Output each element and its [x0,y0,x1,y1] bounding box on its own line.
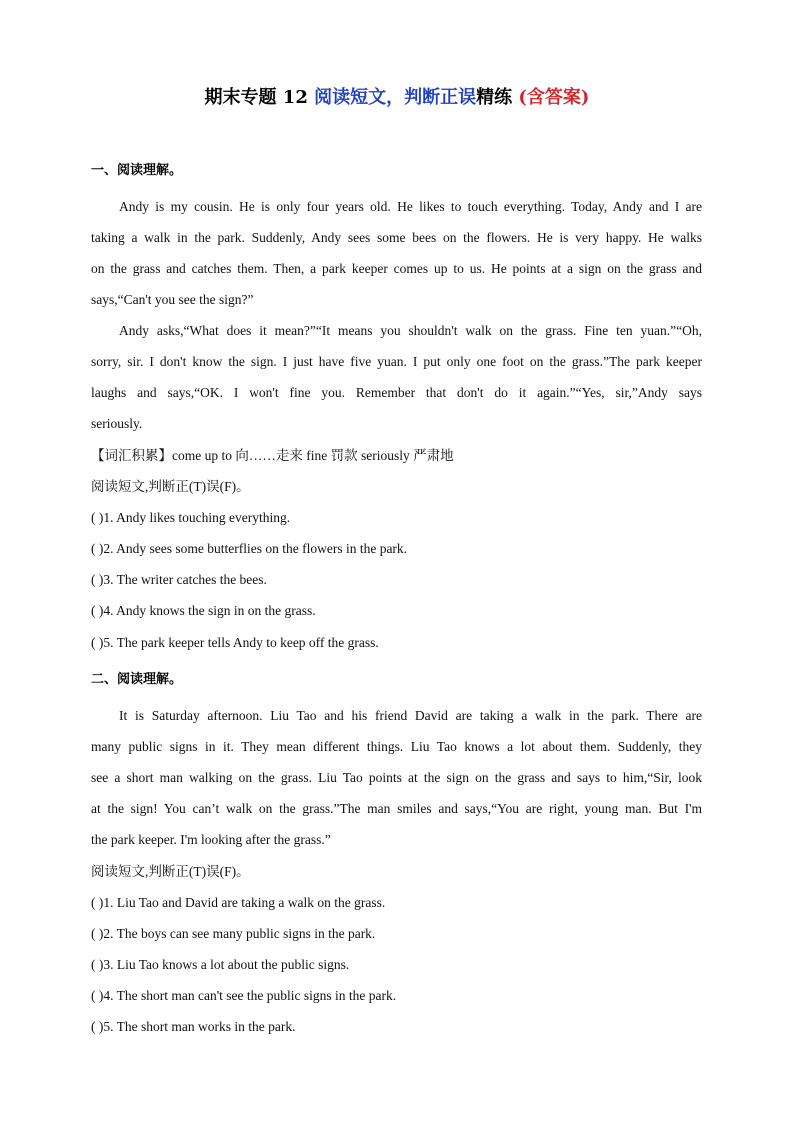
page-title [0,86,794,110]
title-part-answers: (含答案) [518,87,590,108]
section1-question-5: ( )5. The park keeper tells Andy to keep off the grass. [91,635,379,650]
paragraph-line: laughs and says,“OK. I won't fine you. Remember that don't do it again.”“Yes, sir,”Andy says [91,385,702,400]
paragraph-line: the park keeper. I'm looking after the grass.” [91,832,331,847]
paragraph-line: It is Saturday afternoon. Liu Tao and his friend David are taking a walk in the park. There are [119,708,702,723]
section1-question-1: ( )1. Andy likes touching everything. [91,510,291,525]
section2-instruction: 阅读短文,判断正(T)误(F)。 [91,864,250,879]
paragraph-line: see a short man walking on the grass. Liu Tao points at the sign on the grass and says to him,“Sir, look [91,770,702,785]
section1-question-3: ( )3. The writer catches the bees. [91,572,267,587]
section2-question-2: ( )2. The boys can see many public signs in the park. [91,926,376,941]
title-part-topic: 期末专题 12 [204,87,315,108]
section1-question-4: ( )4. Andy knows the sign in on the grass. [91,603,316,618]
paragraph-line: Andy is my cousin. He is only four years old. He likes to touch everything. Today, Andy and I are [119,199,702,214]
section1-heading: 一、阅读理解。 [91,163,183,178]
section1-paragraph2 [91,315,702,439]
vocabulary-note: 【词汇积累】come up to 向……走来 fine 罚款 seriously 严肃地 [91,448,454,463]
paragraph-line: says,“Can't you see the sign?” [91,292,254,307]
title-part-task: 阅读短文，判断正误 [314,87,477,108]
paragraph-line: many public signs in it. They mean different things. Liu Tao knows a lot about them. Suddenly, they [91,739,702,754]
paragraph-line: sorry, sir. I don't know the sign. I just have five yuan. I put only one foot on the grass.”The park keeper [91,354,702,369]
section2-question-5: ( )5. The short man works in the park. [91,1019,296,1034]
section2-question-4: ( )4. The short man can't see the public signs in the park. [91,988,397,1003]
paragraph-line: taking a walk in the park. Suddenly, Andy sees some bees on the flowers. He is very happy. He walks [91,230,702,245]
section1-question-2: ( )2. Andy sees some butterflies on the flowers in the park. [91,541,408,556]
paragraph-line: at the sign! You can’t walk on the grass.”The man smiles and says,“You are right, young man. But I'm [91,801,702,816]
section2-question-3: ( )3. Liu Tao knows a lot about the public signs. [91,957,350,972]
paragraph-line: seriously. [91,416,143,431]
section2-heading: 二、阅读理解。 [91,672,183,687]
paragraph-line: Andy asks,“What does it mean?”“It means you shouldn't walk on the grass. Fine ten yuan.”“Oh, [119,323,702,338]
section2-question-1: ( )1. Liu Tao and David are taking a walk on the grass. [91,895,386,910]
paragraph-line: on the grass and catches them. Then, a park keeper comes up to us. He points at a sign on the grass and [91,261,702,276]
section1-paragraph1 [91,191,702,315]
title-part-practice: 精练 [476,87,519,108]
section2-paragraph [91,700,702,855]
section1-instruction: 阅读短文,判断正(T)误(F)。 [91,479,250,494]
